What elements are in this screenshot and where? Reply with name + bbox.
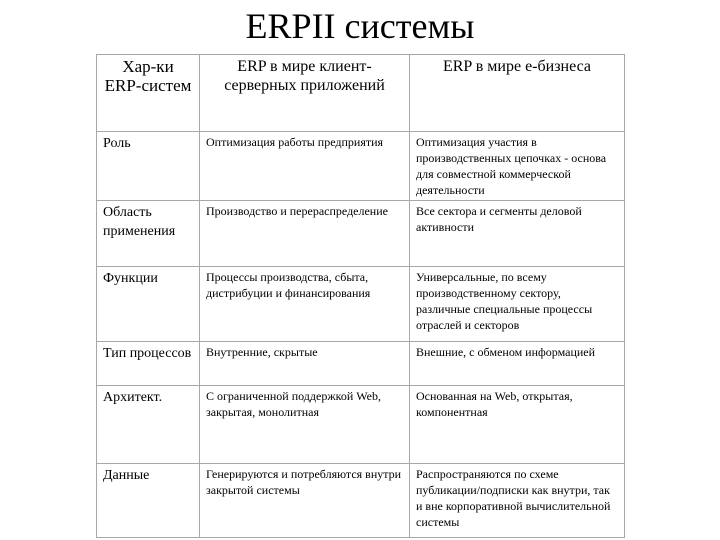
cell-ebusiness: Универсальные, по всему производственному сектору, различные специальные процессы отраслей и секторов	[410, 267, 625, 342]
cell-client-server: Генерируются и потребляются внутри закрытой системы	[200, 464, 410, 538]
cell-client-server: Оптимизация работы предприятия	[200, 132, 410, 201]
page-title: ERPII системы	[245, 6, 475, 46]
table-row-functions	[97, 267, 625, 342]
cell-ebusiness: Внешние, с обменом информацией	[410, 342, 625, 386]
table-row-process-type	[97, 342, 625, 386]
row-label: Тип процессов	[97, 342, 200, 386]
row-label: Область применения	[97, 201, 200, 267]
cell-client-server: С ограниченной поддержкой Web, закрытая, монолитная	[200, 386, 410, 464]
table-row-architecture	[97, 386, 625, 464]
table-row-data	[97, 464, 625, 538]
cell-ebusiness: Распространяются по схеме публикации/подписки как внутри, так и вне корпоративной вычислительной системы	[410, 464, 625, 538]
cell-ebusiness: Все сектора и сегменты деловой активности	[410, 201, 625, 267]
cell-client-server: Производство и перераспределение	[200, 201, 410, 267]
row-label: Роль	[97, 132, 200, 201]
comparison-table	[96, 54, 625, 538]
header-characteristics: Хар-ки ERP-систем	[97, 55, 200, 132]
row-label: Функции	[97, 267, 200, 342]
row-label: Данные	[97, 464, 200, 538]
cell-ebusiness: Оптимизация участия в производственных цепочках - основа для совместной коммерческой деятельности	[410, 132, 625, 201]
cell-client-server: Процессы производства, сбыта, дистрибуции и финансирования	[200, 267, 410, 342]
table-row-scope	[97, 201, 625, 267]
table-header-row	[97, 55, 625, 132]
header-ebusiness-erp: ERP в мире е-бизнеса	[410, 55, 625, 132]
cell-client-server: Внутренние, скрытые	[200, 342, 410, 386]
row-label: Архитект.	[97, 386, 200, 464]
table-row-role	[97, 132, 625, 201]
header-client-server-erp: ERP в мире клиент-серверных приложений	[200, 55, 410, 132]
cell-ebusiness: Основанная на Web, открытая, компонентная	[410, 386, 625, 464]
